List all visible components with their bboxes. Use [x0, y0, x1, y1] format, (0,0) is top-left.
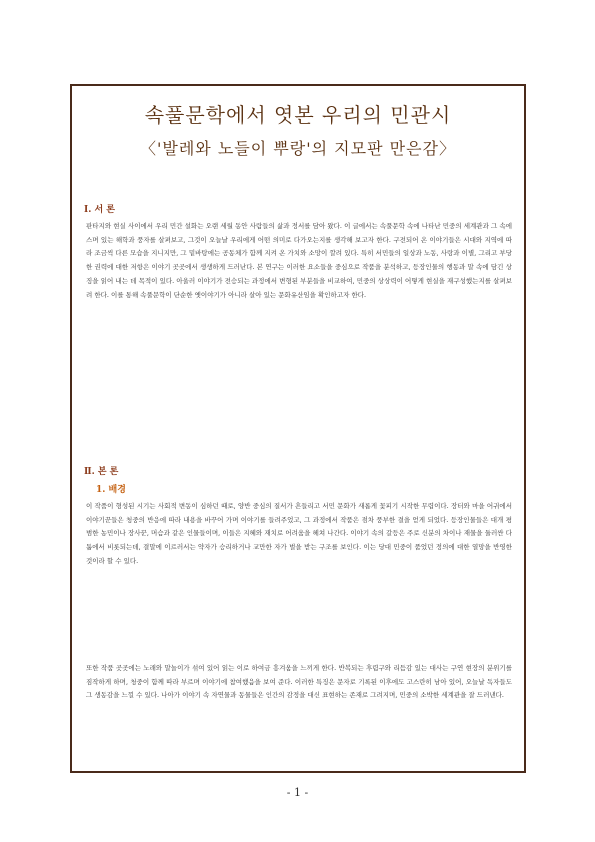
introduction-paragraph: 판타지와 현실 사이에서 우리 민간 설화는 오랜 세월 동안 사람들의 삶과 정서를 담아 왔다. 이 글에서는 속풀문학 속에 나타난 민중의 세계관과 그 속에 스며 있는 해학과 풍자를 살펴보고, 그것이 오늘날 우리에게 어떤 의미로 다가오는지를 생각해 보고자 한다. 구전되어 온 이야기들은 시대와 지역에 따라 조금씩 다른 모습을 지니지만, 그 밑바탕에는 공동체가 함께 지켜 온 가치와 소망이 깔려 있다. 특히 서민들의 일상과 노동, 사랑과 이별, 그리고 부당한 권력에 대한 저항은 이야기 곳곳에서 생생하게 드러난다. 본 연구는 이러한 요소들을 중심으로 작품을 분석하고, 등장인물의 행동과 말 속에 담긴 상징을 읽어 내는 데 목적이 있다. 아울러 이야기가 전승되는 과정에서 변형된 부분들을 비교하여, 민중의 상상력이 어떻게 현실을 재구성했는지를 살펴보려 한다. 이를 통해 속풀문학이 단순한 옛이야기가 아니라 살아 있는 문화유산임을 확인하고자 한다. [86, 222, 512, 299]
section-heading-introduction: Ⅰ. 서 론 [84, 205, 115, 215]
background-paragraph-2: 또한 작품 곳곳에는 노래와 말놀이가 섞여 있어 읽는 이로 하여금 흥겨움을 느끼게 한다. 반복되는 후렴구와 리듬감 있는 대사는 구연 현장의 분위기를 짐작하게 하며, 청중이 함께 따라 부르며 이야기에 참여했음을 보여 준다. 이러한 특징은 문자로 기록된 이후에도 고스란히 남아 있어, 오늘날 독자들도 그 생동감을 느낄 수 있다. 나아가 이야기 속 자연물과 동물들은 인간의 감정을 대신 표현하는 존재로 그려지며, 민중의 소박한 세계관을 잘 드러낸다. [86, 664, 512, 700]
document-title: 속풀문학에서 엿본 우리의 민관시 [144, 103, 452, 127]
title-block [72, 100, 524, 164]
background-paragraph-1: 이 작품이 형성된 시기는 사회적 변동이 심하던 때로, 양반 중심의 질서가 흔들리고 서민 문화가 새롭게 꽃피기 시작한 무렵이다. 장터와 마을 어귀에서 이야기꾼들은 청중의 반응에 따라 내용을 바꾸어 가며 이야기를 들려주었고, 그 과정에서 작품은 점차 풍부한 결을 얻게 되었다. 등장인물들은 대개 평범한 농민이나 장사꾼, 머슴과 같은 인물들이며, 이들은 지혜와 재치로 어려움을 헤쳐 나간다. 이야기 속의 갈등은 주로 신분의 차이나 재물을 둘러싼 다툼에서 비롯되는데, 결말에 이르러서는 약자가 승리하거나 교만한 자가 벌을 받는 구조를 보인다. 이는 당대 민중이 품었던 정의에 대한 열망을 반영한 것이라 할 수 있다. [86, 502, 512, 565]
page-number: - 1 - [286, 786, 309, 799]
section-heading-body: Ⅱ. 본 론 [84, 467, 119, 477]
subsection-heading-background: 1. 배경 [96, 485, 126, 495]
page-border [70, 84, 526, 773]
document-subtitle: 〈'발레와 노들이 뿌랑'의 지모판 만은감〉 [140, 139, 456, 158]
